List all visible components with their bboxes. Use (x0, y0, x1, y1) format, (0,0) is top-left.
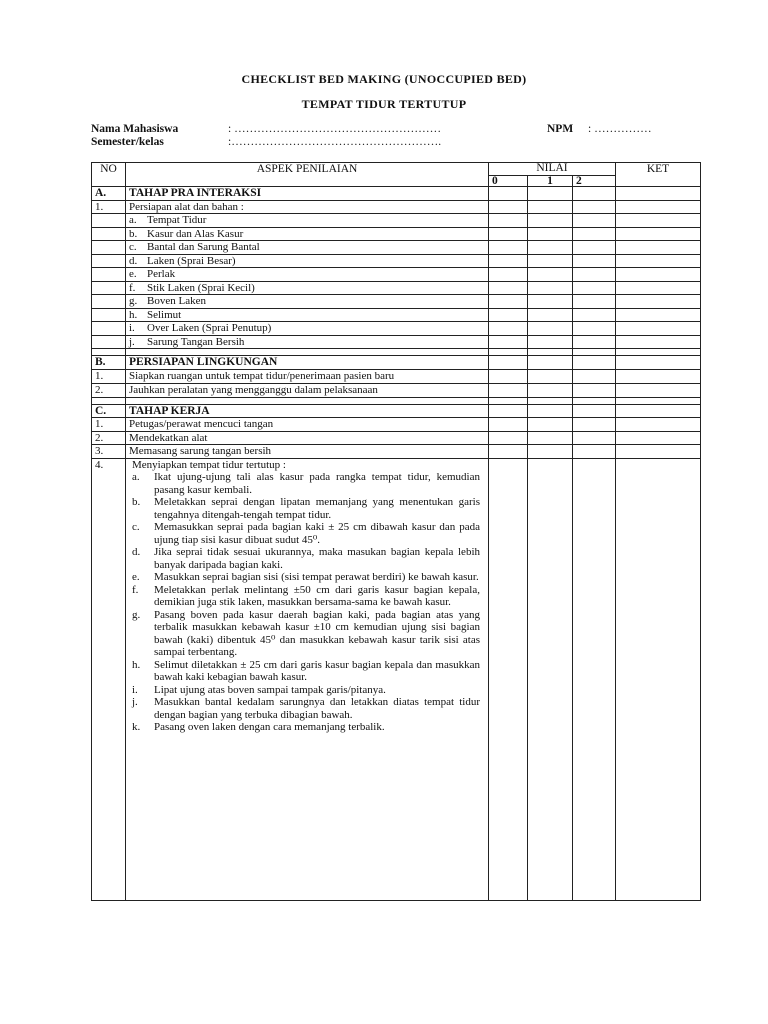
item-no-empty (92, 241, 126, 255)
score-cell[interactable] (528, 404, 573, 418)
assessment-table (91, 162, 701, 901)
score-cell[interactable] (616, 404, 701, 418)
score-cell[interactable] (489, 227, 528, 241)
score-cell[interactable] (489, 383, 528, 397)
procedure-cell (126, 458, 489, 901)
score-cell[interactable] (489, 308, 528, 322)
procedure-step: c. Memasukkan seprai pada bagian kaki ± 25 cm dibawah kasur dan pada ujung tiap sisi kasur dibuat sudut 45⁰. (132, 521, 480, 546)
sub-item: a. Tempat Tidur (126, 214, 489, 228)
sub-item: h. Selimut (126, 308, 489, 322)
score-cell[interactable] (573, 431, 616, 445)
item-text: Mendekatkan alat (126, 431, 489, 445)
section-no: A. (92, 187, 126, 201)
nama-field[interactable]: : ……………………………………………… (228, 123, 442, 135)
item-text: Jauhkan peralatan yang mengganggu dalam pelaksanaan (126, 383, 489, 397)
score-cell[interactable] (573, 397, 616, 404)
section-title: TAHAP PRA INTERAKSI (126, 187, 489, 201)
item-no: 1. (92, 369, 126, 383)
score-cell[interactable] (489, 254, 528, 268)
score-cell[interactable] (489, 214, 528, 228)
item-no-empty (92, 322, 126, 336)
table-row (92, 214, 701, 228)
procedure-step: e. Masukkan seprai bagian sisi (sisi tempat perawat berdiri) ke bawah kasur. (132, 571, 479, 583)
score-cell[interactable] (528, 322, 573, 336)
table-row (92, 200, 701, 214)
document-title: CHECKLIST BED MAKING (UNOCCUPIED BED) (241, 72, 527, 86)
score-cell[interactable] (616, 445, 701, 459)
spacer-cell (126, 349, 489, 356)
score-cell[interactable] (616, 431, 701, 445)
spacer-cell (92, 349, 126, 356)
spacer-row (92, 349, 701, 356)
table-row (92, 295, 701, 309)
score-cell[interactable] (616, 227, 701, 241)
score-cell[interactable] (489, 356, 528, 370)
score-cell[interactable] (573, 200, 616, 214)
procedure-step: k. Pasang oven laken dengan cara memanjang terbalik. (132, 721, 385, 733)
score-cell[interactable] (616, 349, 701, 356)
table-row (92, 281, 701, 295)
score-cell[interactable] (616, 268, 701, 282)
score-cell[interactable] (573, 281, 616, 295)
score-cell[interactable] (573, 418, 616, 432)
item-text: Siapkan ruangan untuk tempat tidur/penerimaan pasien baru (126, 369, 489, 383)
section-row (92, 187, 701, 201)
score-cell[interactable] (616, 397, 701, 404)
procedure-step: h. Selimut diletakkan ± 25 cm dari garis kasur bagian kepala dan masukkan bawah kaki kebagian bawah kasur. (132, 658, 480, 683)
score-cell[interactable] (489, 445, 528, 459)
table-row (92, 445, 701, 459)
score-cell[interactable] (573, 187, 616, 201)
section-row (92, 404, 701, 418)
sub-item: f. Stik Laken (Sprai Kecil) (126, 281, 489, 295)
header-aspek: ASPEK PENILAIAN (126, 163, 489, 187)
header-row (92, 163, 701, 176)
procedure-step: g. Pasang boven pada kasur daerah bagian kaki, pada bagian atas yang terbalik masukkan kebawah kasur ±10 cm kemudian ujung sisi bagian bawah (kaki) dibentuk 45⁰ dan masukkan kebawah kasur tarik sisi atas sampai terbentang. (132, 608, 480, 658)
score-cell[interactable] (489, 349, 528, 356)
score-cell[interactable] (616, 322, 701, 336)
item-no-empty (92, 214, 126, 228)
header-ket: KET (616, 163, 701, 187)
npm-label: NPM (547, 123, 574, 135)
item-no-empty (92, 295, 126, 309)
procedure-step: f. Meletakkan perlak melintang ±50 cm dari garis kasur bagian kepala, demikian juga stik laken, masukkan bersama-sama ke bawah kasur. (132, 583, 480, 608)
score-cell[interactable] (489, 268, 528, 282)
header-score-2: 2 (573, 176, 616, 187)
score-cell[interactable] (573, 322, 616, 336)
sub-item: j. Sarung Tangan Bersih (126, 335, 489, 349)
score-cell[interactable] (489, 187, 528, 201)
score-cell[interactable] (489, 295, 528, 309)
table-row (92, 227, 701, 241)
spacer-cell (92, 397, 126, 404)
score-cell[interactable] (528, 356, 573, 370)
score-cell[interactable] (573, 295, 616, 309)
section-no: C. (92, 404, 126, 418)
score-cell[interactable] (573, 308, 616, 322)
procedure-step: i. Lipat ujung atas boven sampai tampak garis/pitanya. (132, 683, 386, 696)
score-cell[interactable] (573, 404, 616, 418)
sub-item: b. Kasur dan Alas Kasur (126, 227, 489, 241)
table-row (92, 431, 701, 445)
sub-item: g. Boven Laken (126, 295, 489, 309)
item-no-empty (92, 308, 126, 322)
score-cell[interactable] (616, 241, 701, 255)
spacer-cell (126, 397, 489, 404)
score-cell[interactable] (489, 404, 528, 418)
semester-label: Semester/kelas (91, 136, 164, 148)
score-cell[interactable] (489, 281, 528, 295)
score-cell[interactable] (528, 431, 573, 445)
table-row (92, 254, 701, 268)
table-row (92, 369, 701, 383)
procedure-step: d. Jika seprai tidak sesuai ukurannya, maka masukan bagian kepala lebih banyak daripada bagian kaki. (132, 546, 480, 571)
item-no-empty (92, 227, 126, 241)
header-score-0: 0 (489, 176, 528, 187)
score-cell[interactable] (616, 458, 701, 901)
score-cell[interactable] (573, 335, 616, 349)
procedure-step: j. Masukkan bantal kedalam sarungnya dan letakkan diatas tempat tidur dengan bagian yang terbuka dibagian bawah. (132, 696, 480, 721)
score-cell[interactable] (573, 383, 616, 397)
score-cell[interactable] (573, 349, 616, 356)
score-cell[interactable] (616, 281, 701, 295)
procedure-row (92, 458, 701, 901)
score-cell[interactable] (616, 356, 701, 370)
item-no: 1. (92, 200, 126, 214)
score-cell[interactable] (489, 418, 528, 432)
score-cell[interactable] (573, 458, 616, 901)
table-row (92, 335, 701, 349)
score-cell[interactable] (528, 308, 573, 322)
score-cell[interactable] (528, 397, 573, 404)
table-row (92, 322, 701, 336)
score-cell[interactable] (528, 268, 573, 282)
item-text: Menyiapkan tempat tidur tertutup : (132, 458, 286, 471)
header-score-1: 1 (528, 176, 573, 187)
score-cell[interactable] (489, 335, 528, 349)
score-cell[interactable] (616, 254, 701, 268)
score-cell[interactable] (616, 335, 701, 349)
score-cell[interactable] (616, 383, 701, 397)
score-cell[interactable] (528, 418, 573, 432)
table-row (92, 383, 701, 397)
score-cell[interactable] (573, 227, 616, 241)
score-cell[interactable] (489, 431, 528, 445)
header-nilai: NILAI (489, 163, 616, 176)
score-cell[interactable] (616, 308, 701, 322)
score-cell[interactable] (528, 349, 573, 356)
score-cell[interactable] (528, 369, 573, 383)
item-text: Petugas/perawat mencuci tangan (126, 418, 489, 432)
item-no-empty (92, 281, 126, 295)
score-cell[interactable] (616, 369, 701, 383)
score-cell[interactable] (616, 200, 701, 214)
score-cell[interactable] (528, 187, 573, 201)
procedure-step: a. Ikat ujung-ujung tali alas kasur pada rangka tempat tidur, kemudian pasang kasur kembali. (132, 471, 480, 496)
header-no: NO (92, 163, 126, 187)
score-cell[interactable] (573, 268, 616, 282)
score-cell[interactable] (573, 241, 616, 255)
score-cell[interactable] (528, 214, 573, 228)
score-cell[interactable] (528, 383, 573, 397)
score-cell[interactable] (489, 458, 528, 901)
section-title: TAHAP KERJA (126, 404, 489, 418)
score-cell[interactable] (528, 445, 573, 459)
score-cell[interactable] (489, 397, 528, 404)
score-cell[interactable] (489, 322, 528, 336)
score-cell[interactable] (573, 254, 616, 268)
score-cell[interactable] (528, 227, 573, 241)
score-cell[interactable] (528, 458, 573, 901)
score-cell[interactable] (573, 214, 616, 228)
score-cell[interactable] (528, 241, 573, 255)
npm-field[interactable]: : …………… (588, 123, 652, 135)
table-row (92, 418, 701, 432)
score-cell[interactable] (573, 356, 616, 370)
item-no: 2. (92, 383, 126, 397)
score-cell[interactable] (616, 295, 701, 309)
sub-item: d. Laken (Sprai Besar) (126, 254, 489, 268)
table-row (92, 268, 701, 282)
score-cell[interactable] (489, 241, 528, 255)
item-no: 3. (92, 445, 126, 459)
nama-label: Nama Mahasiswa (91, 123, 179, 135)
document-subtitle: TEMPAT TIDUR TERTUTUP (301, 97, 467, 111)
item-no-empty (92, 268, 126, 282)
sub-item: e. Perlak (126, 268, 489, 282)
sub-item: i. Over Laken (Sprai Penutup) (126, 322, 489, 336)
score-cell[interactable] (489, 200, 528, 214)
item-text: Persiapan alat dan bahan : (126, 200, 489, 214)
section-no: B. (92, 356, 126, 370)
procedure-list (132, 471, 484, 734)
score-cell[interactable] (616, 187, 701, 201)
spacer-row (92, 397, 701, 404)
score-cell[interactable] (616, 214, 701, 228)
score-cell[interactable] (528, 281, 573, 295)
procedure-step: b. Meletakkan seprai dengan lipatan memanjang yang menentukan garis tengahnya ditengah-tengah tempat tidur. (132, 496, 480, 521)
item-no-empty (92, 335, 126, 349)
item-text: Memasang sarung tangan bersih (126, 445, 489, 459)
score-cell[interactable] (528, 200, 573, 214)
score-cell[interactable] (528, 335, 573, 349)
score-cell[interactable] (528, 254, 573, 268)
score-cell[interactable] (573, 369, 616, 383)
item-no: 2. (92, 431, 126, 445)
score-cell[interactable] (616, 418, 701, 432)
score-cell[interactable] (573, 445, 616, 459)
item-no: 1. (92, 418, 126, 432)
score-cell[interactable] (528, 295, 573, 309)
section-title: PERSIAPAN LINGKUNGAN (126, 356, 489, 370)
item-no-empty (92, 254, 126, 268)
section-row (92, 356, 701, 370)
item-no: 4. (92, 458, 126, 901)
table-row (92, 241, 701, 255)
score-cell[interactable] (489, 369, 528, 383)
semester-field[interactable]: :………………………………………………. (228, 136, 442, 148)
table-row (92, 308, 701, 322)
sub-item: c. Bantal dan Sarung Bantal (126, 241, 489, 255)
